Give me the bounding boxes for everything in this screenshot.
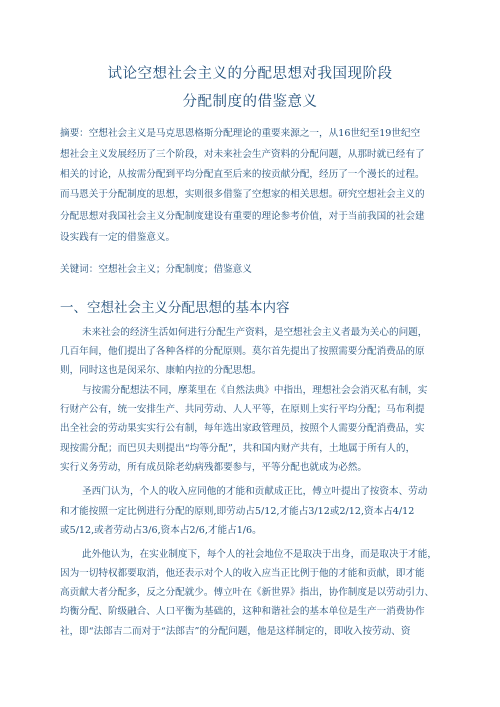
abstract-line: 设实践有一定的借鉴意义。 [60, 232, 176, 243]
paragraph-line: 此外他认为，在实业制度下，每个人的社会地位不是取决于出身，而是取决于才能， [82, 549, 437, 560]
paragraph-line: 出全社会的劳动果实实行公有制，每年选出家政管理员，按照个人需要分配消费品，实 [60, 423, 425, 434]
paragraph-line: 则，同时这也是闵采尔、康帕内拉的分配思想。 [60, 365, 262, 376]
paragraph-line: 与按需分配想法不同，摩莱里在《自然法典》中指出，理想社会会消灭私有制，实 [82, 385, 428, 396]
paragraph-line: 行财产公有，统一安排生产、共同劳动、人人平等，在原则上实行平均分配；马布利提 [60, 404, 425, 415]
paragraph-line: 几百年间，他们提出了各种各样的分配原则。莫尔首先提出了按照需要分配消费品的原 [60, 346, 425, 357]
abstract-line: 想社会主义发展经历了三个阶段，对未来社会生产资料的分配问题，从那时就已经有了 [60, 149, 425, 160]
abstract-line: 摘要：空想社会主义是马克思恩格斯分配理论的重要来源之一，从16世纪至19世纪空 [60, 128, 421, 139]
section-heading: 一、空想社会主义分配思想的基本内容 [60, 300, 290, 316]
paragraph-line: 实行义务劳动，所有成员除老幼病残都要参与，平等分配也就成为必然。 [60, 462, 367, 473]
paragraph-line: 社，即“法郎吉二而对于“法郎吉”的分配问题，他是这样制定的，即收入按劳动、资 [60, 626, 411, 637]
paragraph-line: 高贡献大者分配多，反之分配就少。傅立叶在《新世界》指出，协作制度是以劳动引力、 [60, 587, 435, 598]
paragraph-line: 或5/12,或者劳动占3/6,资本占2/6,才能占1/6。 [60, 525, 262, 536]
abstract-line: 分配思想对我国社会主义分配制度建设有重要的理论参考价值，对于当前我国的社会建 [60, 211, 425, 222]
abstract-line: 相关的讨论，从按需分配到平均分配直至后来的按贡献分配，经历了一个漫长的过程。 [60, 169, 425, 180]
paragraph-line: 因为一切特权都要取消，他还表示对个人的收入应当正比例于他的才能和贡献，即才能 [60, 568, 425, 579]
paper-title-line-1: 试论空想社会主义的分配思想对我国现阶段 [107, 66, 393, 82]
paragraph-line: 均衡分配、阶级融合、人口平衡为基础的，这种和谐社会的基本单位是生产一消费协作 [60, 606, 425, 617]
paper-title-line-2: 分配制度的借鉴意义 [182, 94, 318, 110]
abstract-line: 而马恩关于分配制度的思想，实则很多借鉴了空想家的相关思想。研究空想社会主义的 [60, 189, 425, 200]
paragraph-line: 圣西门认为，个人的收入应同他的才能和贡献成正比，傅立叶提出了按资本、劳动 [82, 486, 428, 497]
paragraph-line: 和才能按照一定比例进行分配的原则,即劳动占5/12,才能占3/12或2/12,资本占4/12 [60, 506, 415, 517]
keywords: 关键词：空想社会主义；分配制度；借鉴意义 [60, 264, 252, 275]
paragraph-line: 未来社会的经济生活如何进行分配生产资料，是空想社会主义者最为关心的问题， [82, 327, 428, 338]
paragraph-line: 现按需分配；而巴贝夫则提出“均等分配”，共和国内财产共有，土地属于所有人的， [60, 443, 416, 454]
